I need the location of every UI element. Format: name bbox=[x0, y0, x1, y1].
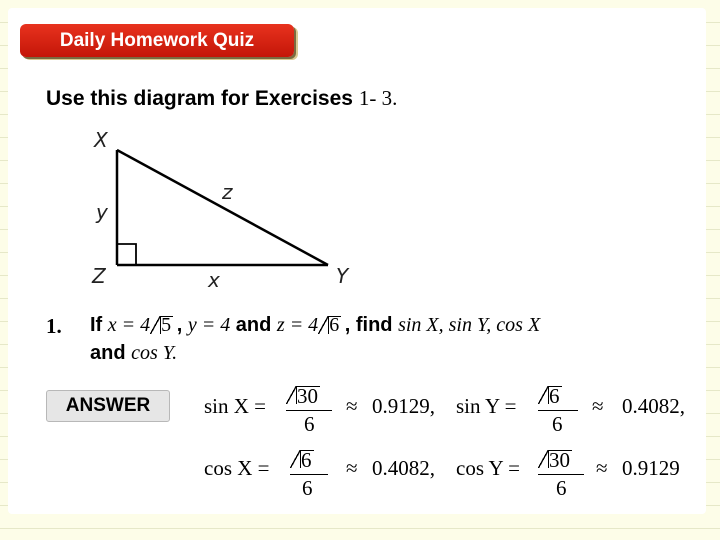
sinx-numerator: 30 bbox=[286, 384, 318, 409]
cosx-value: 0.4082, bbox=[372, 456, 435, 480]
siny-denominator: 6 bbox=[552, 412, 563, 436]
right-angle-marker bbox=[117, 244, 136, 265]
sinx-denominator: 6 bbox=[304, 412, 315, 436]
right-triangle-diagram bbox=[88, 124, 368, 294]
sinx-fraction-bar bbox=[286, 410, 332, 411]
side-y-label: y bbox=[96, 200, 108, 224]
banner-title: Daily Homework Quiz bbox=[59, 29, 255, 51]
quiz-banner bbox=[20, 24, 294, 57]
intro-label: Use this diagram for Exercises bbox=[46, 87, 353, 110]
targets-last: cos Y. bbox=[131, 342, 178, 364]
comma-2: , bbox=[344, 314, 351, 336]
cosx-denominator: 6 bbox=[302, 476, 313, 500]
cosy-denominator: 6 bbox=[556, 476, 567, 500]
intro-text bbox=[46, 86, 397, 111]
cosx-numerator: 6 bbox=[290, 448, 312, 473]
exercise-line-2 bbox=[90, 342, 177, 365]
find-word: find bbox=[355, 314, 393, 336]
targets-list: sin X, sin Y, cos X bbox=[398, 314, 541, 336]
cosx-approx: ≈ bbox=[346, 456, 358, 480]
intro-range: 1- 3. bbox=[358, 86, 398, 110]
z-equation: z = 4 bbox=[276, 314, 319, 336]
side-x-label: x bbox=[208, 268, 220, 292]
vertex-y-label: Y bbox=[336, 264, 349, 288]
triangle-svg bbox=[88, 124, 368, 294]
y-equation: y = 4 bbox=[187, 314, 231, 336]
cosy-numerator: 30 bbox=[538, 448, 570, 473]
x-equation: x = 4 bbox=[107, 314, 151, 336]
exercise-number: 1. bbox=[46, 314, 62, 338]
siny-value: 0.4082, bbox=[622, 394, 685, 418]
answer-text: ANSWER bbox=[65, 395, 151, 416]
and-word-1: and bbox=[235, 314, 272, 336]
comma-1: , bbox=[176, 314, 183, 336]
cosx-fraction-bar bbox=[290, 474, 328, 475]
siny-lhs: sin Y = bbox=[456, 394, 517, 418]
siny-numerator: 6 bbox=[538, 384, 560, 409]
and-word-2: and bbox=[90, 342, 126, 364]
cosy-fraction-bar bbox=[538, 474, 584, 475]
x-radical: 5 bbox=[150, 314, 171, 337]
sinx-lhs: sin X = bbox=[204, 394, 267, 418]
cosx-lhs: cos X = bbox=[204, 456, 270, 480]
answer-label bbox=[46, 390, 170, 422]
cosy-approx: ≈ bbox=[596, 456, 608, 480]
vertex-z-label: Z bbox=[92, 264, 106, 288]
siny-fraction-bar bbox=[538, 410, 578, 411]
z-radical: 6 bbox=[318, 314, 339, 337]
side-z-line bbox=[117, 150, 328, 265]
cosy-value: 0.9129 bbox=[622, 456, 680, 480]
side-z-label: z bbox=[222, 180, 233, 204]
sinx-value: 0.9129, bbox=[372, 394, 435, 418]
siny-approx: ≈ bbox=[592, 394, 604, 418]
if-word: If bbox=[90, 314, 103, 336]
exercise-line-1 bbox=[90, 314, 540, 337]
vertex-x-label: X bbox=[94, 128, 108, 152]
cosy-lhs: cos Y = bbox=[456, 456, 520, 480]
sinx-approx: ≈ bbox=[346, 394, 358, 418]
